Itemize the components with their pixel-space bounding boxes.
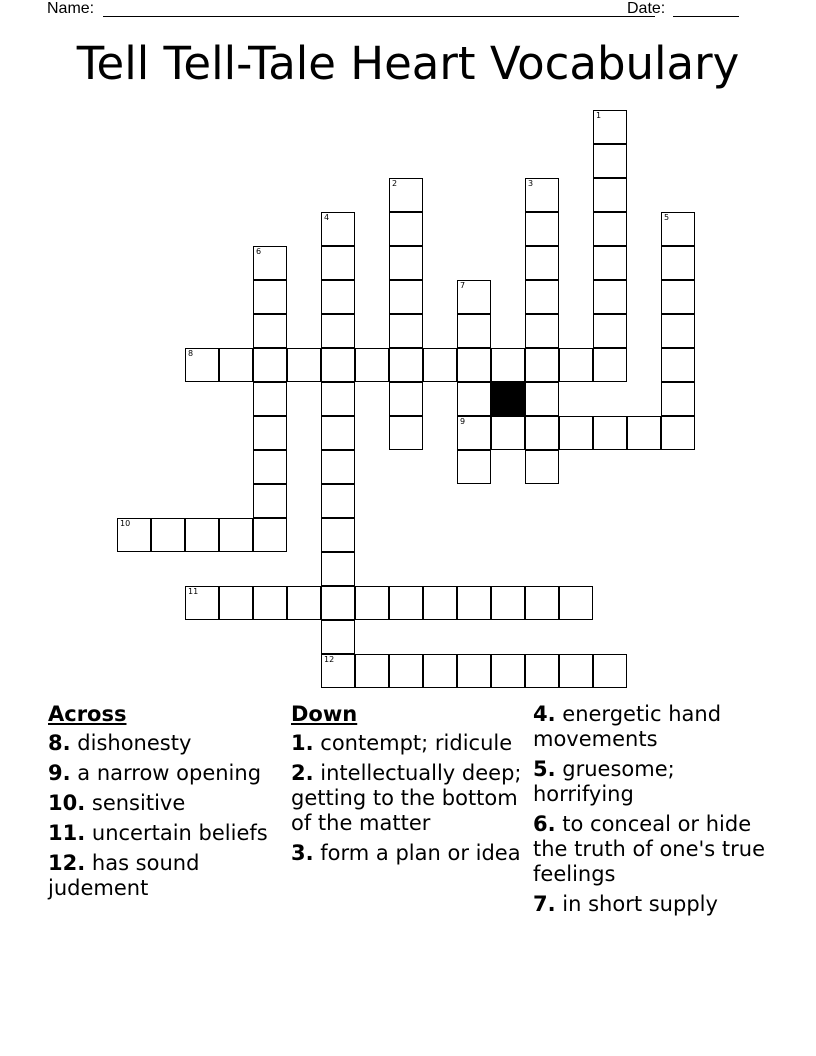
clue-number: 10. [48,791,86,815]
clue-across-12 [48,851,278,901]
grid-cell[interactable] [661,348,695,382]
grid-cell[interactable] [559,654,593,688]
clue-number: 5. [533,757,556,781]
clue-down-4 [533,702,773,752]
clue-number: 9. [48,761,71,785]
grid-cell[interactable] [525,450,559,484]
grid-cell[interactable] [423,586,457,620]
grid-cell[interactable] [491,348,525,382]
clue-number: 6. [533,812,556,836]
grid-cell[interactable] [457,348,491,382]
grid-cell[interactable] [253,314,287,348]
cell-number: 8 [188,349,194,358]
grid-cell[interactable] [321,552,355,586]
grid-cell[interactable] [593,212,627,246]
grid-cell[interactable] [457,416,491,450]
clue-text: contempt; ridicule [320,731,513,755]
cell-number: 11 [188,587,199,596]
grid-cell[interactable] [525,416,559,450]
grid-cell[interactable] [627,416,661,450]
grid-cell[interactable] [321,416,355,450]
grid-cell[interactable] [321,586,355,620]
grid-cell[interactable] [321,212,355,246]
grid-cell[interactable] [321,518,355,552]
clue-number: 1. [291,731,314,755]
grid-cell[interactable] [389,178,423,212]
grid-cell[interactable] [593,110,627,144]
grid-cell[interactable] [355,654,389,688]
grid-cell[interactable] [593,348,627,382]
cell-number: 1 [596,111,602,120]
grid-cell[interactable] [253,280,287,314]
grid-cell[interactable] [593,280,627,314]
clue-number: 4. [533,702,556,726]
grid-cell[interactable] [389,416,423,450]
grid-cell[interactable] [355,348,389,382]
grid-cell[interactable] [389,382,423,416]
clue-text: energetic hand movements [533,702,722,751]
grid-cell[interactable] [525,246,559,280]
grid-cell[interactable] [389,212,423,246]
grid-cell[interactable] [389,280,423,314]
grid-cell[interactable] [559,586,593,620]
clue-text: dishonesty [77,731,192,755]
clue-text: to conceal or hide the truth of one's true feelings [533,812,766,886]
clue-down-5 [533,757,773,807]
grid-cell[interactable] [491,654,525,688]
clue-across-10 [48,791,278,816]
grid-cell[interactable] [253,586,287,620]
grid-cell[interactable] [355,586,389,620]
grid-cell[interactable] [457,314,491,348]
cell-number: 6 [256,247,262,256]
clue-text: form a plan or idea [320,841,521,865]
date-label: Date: [627,0,666,17]
grid-cell[interactable] [661,212,695,246]
grid-cell[interactable] [457,382,491,416]
grid-cell[interactable] [253,348,287,382]
grid-cell[interactable] [661,246,695,280]
grid-cell[interactable] [457,280,491,314]
grid-cell[interactable] [253,416,287,450]
page-title: Tell Tell-Tale Heart Vocabulary [76,37,740,90]
grid-cell[interactable] [457,450,491,484]
grid-cell[interactable] [185,518,219,552]
grid-cell[interactable] [559,348,593,382]
black-square [491,382,525,416]
cell-number: 4 [324,213,330,222]
grid-cell[interactable] [593,144,627,178]
clue-down-2 [291,761,527,836]
grid-cell[interactable] [321,280,355,314]
grid-cell[interactable] [219,348,253,382]
grid-cell[interactable] [321,654,355,688]
grid-cell[interactable] [321,314,355,348]
grid-cell[interactable] [661,416,695,450]
grid-cell[interactable] [117,518,151,552]
grid-cell[interactable] [151,518,185,552]
grid-cell[interactable] [457,654,491,688]
clue-text: a narrow opening [77,761,262,785]
cell-number: 7 [460,281,466,290]
across-clues [48,702,278,906]
grid-cell[interactable] [525,178,559,212]
grid-cell[interactable] [457,586,491,620]
grid-cell[interactable] [321,348,355,382]
grid-cell[interactable] [559,416,593,450]
grid-cell[interactable] [185,348,219,382]
grid-cell[interactable] [389,586,423,620]
grid-cell[interactable] [593,246,627,280]
cell-number: 9 [460,417,466,426]
grid-cell[interactable] [593,178,627,212]
grid-cell[interactable] [185,586,219,620]
grid-cell[interactable] [321,450,355,484]
grid-cell[interactable] [525,280,559,314]
down-clues-continued [533,702,773,922]
down-heading: Down [291,702,358,726]
grid-cell[interactable] [491,586,525,620]
grid-cell[interactable] [287,348,321,382]
clue-number: 2. [291,761,314,785]
clue-number: 3. [291,841,314,865]
grid-cell[interactable] [661,280,695,314]
grid-cell[interactable] [219,586,253,620]
clue-number: 11. [48,821,86,845]
grid-cell[interactable] [525,654,559,688]
clue-text: intellectually deep; getting to the bottom of the matter [291,761,522,835]
grid-cell[interactable] [593,314,627,348]
grid-cell[interactable] [389,246,423,280]
clue-across-8 [48,731,278,756]
grid-cell[interactable] [525,314,559,348]
clue-text: gruesome; horrifying [533,757,675,806]
grid-cell[interactable] [389,314,423,348]
grid-cell[interactable] [525,382,559,416]
grid-cell[interactable] [389,348,423,382]
grid-cell[interactable] [321,382,355,416]
grid-cell[interactable] [321,246,355,280]
grid-cell[interactable] [219,518,253,552]
grid-cell[interactable] [389,654,423,688]
cell-number: 5 [664,213,670,222]
cell-number: 3 [528,179,534,188]
grid-cell[interactable] [661,314,695,348]
grid-cell[interactable] [593,416,627,450]
clue-number: 12. [48,851,86,875]
clue-text: sensitive [91,791,186,815]
grid-cell[interactable] [321,620,355,654]
grid-cell[interactable] [423,654,457,688]
clue-across-11 [48,821,278,846]
clue-down-1 [291,731,527,756]
grid-cell[interactable] [321,484,355,518]
clue-text: in short supply [562,892,718,916]
clue-down-7 [533,892,773,917]
grid-cell[interactable] [525,586,559,620]
grid-cell[interactable] [491,416,525,450]
name-label: Name: [47,0,95,17]
clue-number: 8. [48,731,71,755]
clue-across-9 [48,761,278,786]
grid-cell[interactable] [253,246,287,280]
grid-cell[interactable] [253,382,287,416]
clue-number: 7. [533,892,556,916]
across-heading: Across [48,702,127,726]
cell-number: 2 [392,179,398,188]
grid-cell[interactable] [525,348,559,382]
down-clues [291,702,527,871]
grid-cell[interactable] [525,212,559,246]
clue-down-3 [291,841,527,866]
clue-down-6 [533,812,773,887]
cell-number: 12 [324,655,335,664]
clue-text: has sound judement [48,851,200,900]
cell-number: 10 [120,519,131,528]
grid-cell[interactable] [253,450,287,484]
grid-cell[interactable] [287,586,321,620]
grid-cell[interactable] [661,382,695,416]
grid-cell[interactable] [253,518,287,552]
clue-text: uncertain beliefs [91,821,268,845]
grid-cell[interactable] [593,654,627,688]
grid-cell[interactable] [253,484,287,518]
grid-cell[interactable] [423,348,457,382]
